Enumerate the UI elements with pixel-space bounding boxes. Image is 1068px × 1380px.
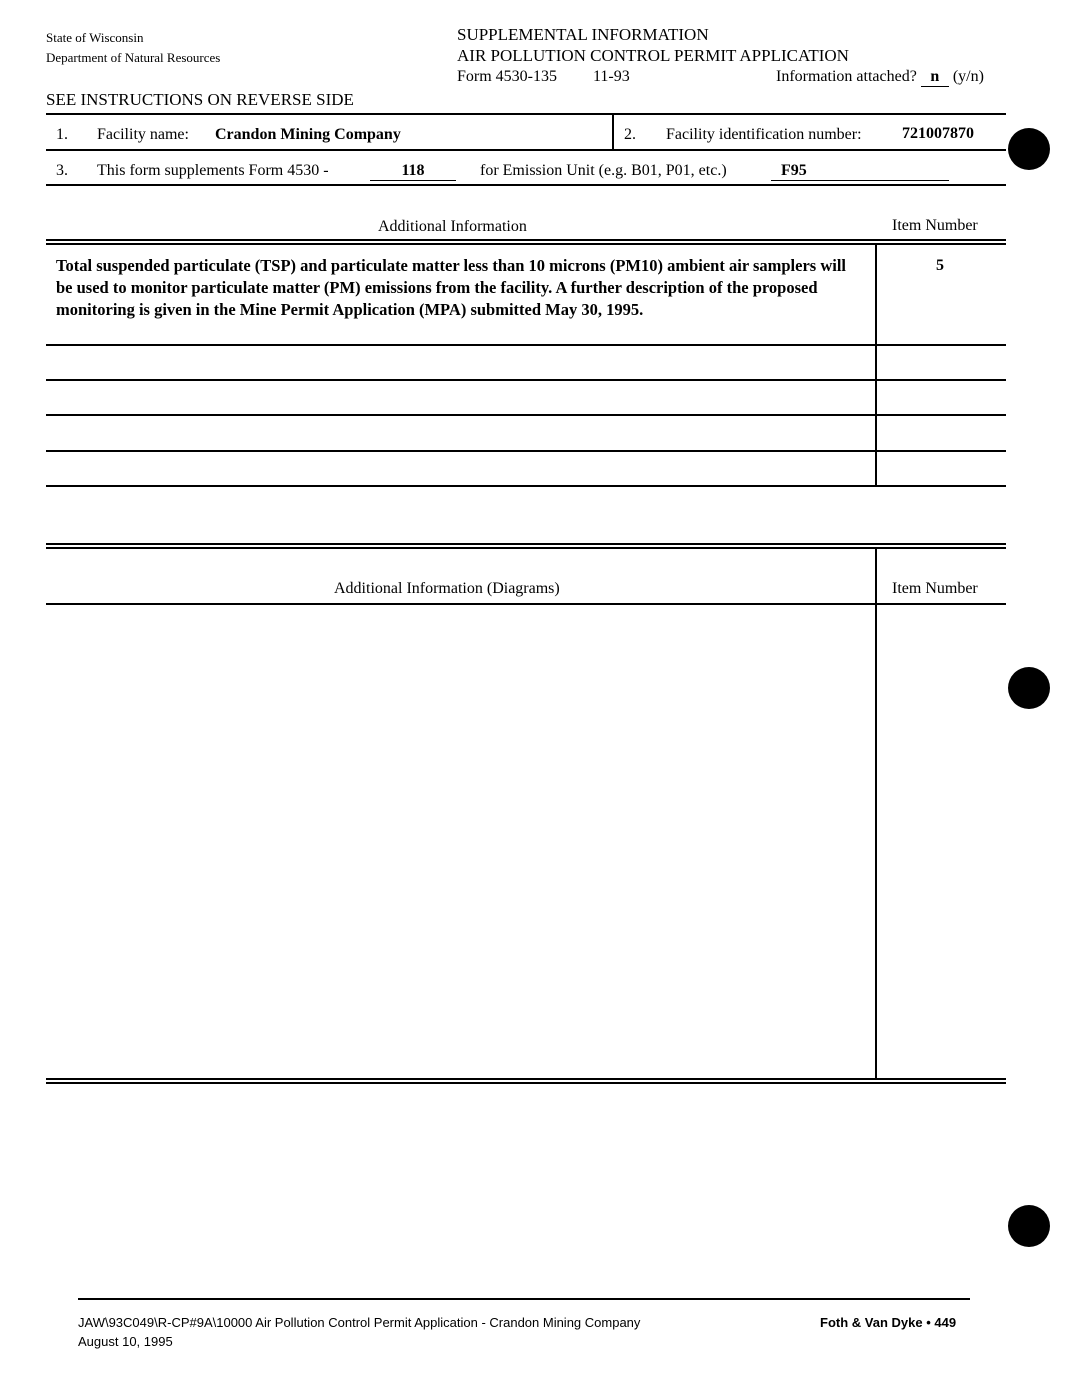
form-number: Form 4530-135 (457, 68, 557, 85)
form-title-permit: AIR POLLUTION CONTROL PERMIT APPLICATION (457, 46, 849, 65)
additional-info-text: Total suspended particulate (TSP) and particulate matter less than 10 microns (PM10) ambient air samplers will be used to monitor particulate matter (PM) emissions from the facility. A further description of the proposed monitoring is given in the Mine Permit Application (MPA) submitted May 30, 1995. (56, 256, 847, 319)
info-row-rule (46, 379, 1006, 381)
info-attached-label: Information attached? (776, 68, 917, 85)
form-title-supplemental: SUPPLEMENTAL INFORMATION (457, 25, 709, 44)
facility-name-number: 1. (56, 126, 68, 143)
emission-unit-label: for Emission Unit (e.g. B01, P01, etc.) (480, 162, 727, 179)
info-row-rule (46, 414, 1006, 416)
footer-date: August 10, 1995 (78, 1334, 173, 1349)
additional-info-header: Additional Information (378, 218, 527, 235)
footer-firm-name: Foth & Van Dyke (820, 1315, 923, 1330)
supplements-value: 118 (370, 163, 456, 181)
footer-rule (78, 1298, 970, 1300)
info-attached-value: n (921, 69, 949, 87)
facility-id-value: 721007870 (902, 125, 974, 142)
diagrams-rule-top-b (46, 547, 1006, 549)
info-row-rule (46, 485, 1006, 487)
diagrams-rule-bottom-a (46, 1078, 1006, 1080)
diagrams-item-number-header: Item Number (892, 580, 978, 597)
diagrams-rule-top-a (46, 543, 1006, 545)
info-attached (776, 68, 984, 87)
facility-name-value: Crandon Mining Company (215, 126, 401, 143)
info-row-rule (46, 450, 1006, 452)
facility-id-label: Facility identification number: (666, 126, 862, 143)
supplements-label: This form supplements Form 4530 - (97, 162, 329, 179)
emission-unit-value: F95 (771, 163, 949, 181)
state-name: State of Wisconsin (46, 30, 144, 45)
additional-info-item-number: 5 (936, 257, 944, 274)
diagrams-header: Additional Information (Diagrams) (334, 580, 560, 597)
section-rule-top-a (46, 239, 1006, 241)
item-number-header: Item Number (892, 217, 978, 234)
form-date: 11-93 (593, 68, 630, 85)
instructions-note: SEE INSTRUCTIONS ON REVERSE SIDE (46, 90, 354, 109)
row1-rule (46, 149, 1006, 151)
info-attached-hint: (y/n) (952, 68, 984, 85)
punch-hole-top (1008, 128, 1050, 170)
diagrams-rule-bottom-b (46, 1082, 1006, 1084)
supplements-number: 3. (56, 162, 68, 179)
section-rule-top-b (46, 243, 1006, 245)
facility-name-label: Facility name: (97, 126, 189, 143)
row1-divider (612, 114, 614, 150)
facility-id-number: 2. (624, 126, 636, 143)
header-rule (46, 113, 1006, 115)
footer-bullet: • (926, 1315, 931, 1330)
footer-firm (820, 1315, 956, 1330)
row3-rule (46, 184, 1006, 186)
diagrams-header-rule (46, 603, 1006, 605)
footer-page-number: 449 (934, 1315, 957, 1330)
info-row-rule (46, 344, 1006, 346)
footer-document-path: JAW\93C049\R-CP#9A\10000 Air Pollution Control Permit Application - Crandon Mining Company (78, 1315, 641, 1330)
punch-hole-middle (1008, 667, 1050, 709)
diagrams-column-divider (875, 548, 877, 1079)
punch-hole-bottom (1008, 1205, 1050, 1247)
department-name: Department of Natural Resources (46, 50, 221, 65)
